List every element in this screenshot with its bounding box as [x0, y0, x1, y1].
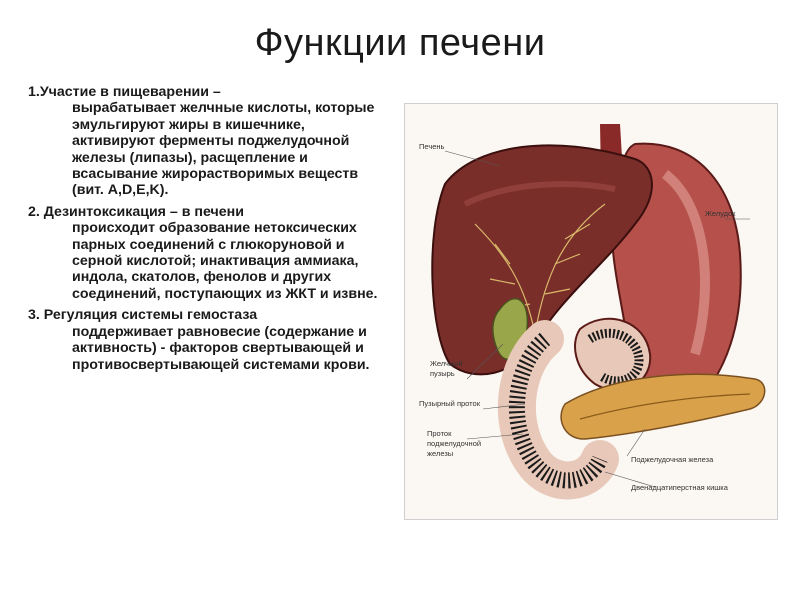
- functions-list: [28, 84, 390, 378]
- list-item: [28, 84, 390, 199]
- label-liver: Печень: [419, 142, 445, 151]
- liver-anatomy-drawing: [405, 104, 777, 519]
- label-gallbladder-2: пузырь: [430, 369, 455, 378]
- label-gallbladder-1: Желчный: [430, 359, 463, 368]
- list-item: [28, 204, 390, 302]
- pancreas-shape: [561, 374, 765, 439]
- label-duodenum: Двенадцатиперстная кишка: [631, 483, 728, 492]
- item-body: вырабатывает желчные кислоты, которые эмульгируют жиры в кишечнике, активируют ферменты поджелудочной железы (липазы), расщепление и всасывание жирорастворимых веществ (вит. A,D,E,K).: [72, 100, 375, 199]
- label-pancreatic-duct-1: Проток: [427, 429, 452, 438]
- label-cystic-duct: Пузырный проток: [419, 399, 480, 408]
- item-heading: 3. Регуляция системы гемостаза: [28, 307, 258, 324]
- list-item: [28, 307, 390, 373]
- label-pancreatic-duct-2: поджелудочной: [427, 439, 482, 448]
- page-title: Функции печени: [254, 22, 546, 64]
- label-stomach: Желудок: [705, 209, 736, 218]
- label-pancreas: Поджелудочная железа: [631, 455, 714, 464]
- label-pancreatic-duct-3: железы: [427, 449, 454, 458]
- item-body: происходит образование нетоксических парных соединений с глюкоруновой и серной кислотой; инактивация аммиака, индола, скатолов, фенолов и других соединений, поступающих из ЖКТ и извне.: [72, 220, 378, 302]
- anatomy-illustration: [404, 103, 778, 520]
- item-heading: 1.Участие в пищеварении –: [28, 84, 221, 100]
- item-heading: 2. Дезинтоксикация – в печени: [28, 203, 244, 220]
- item-body: поддерживает равновесие (содержание и активность) - факторов свертывающей и противосвертывающей системами крови.: [72, 323, 370, 373]
